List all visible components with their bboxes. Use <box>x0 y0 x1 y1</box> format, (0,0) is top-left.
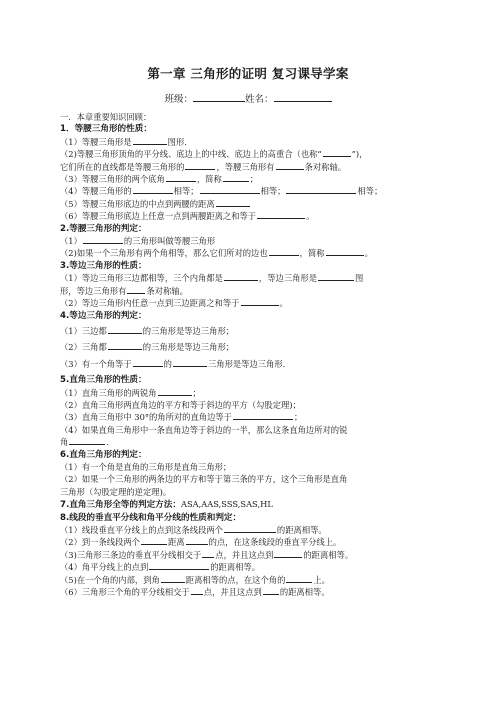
blank[interactable] <box>133 185 173 194</box>
s1-item-2: （2)等腰三角形顶角的平分线、底边上的中线、底边上的高重合（也称“ ”)， <box>60 149 368 160</box>
blank[interactable] <box>223 173 249 182</box>
s3-item-2: （2）等边三角形内任意一点到三边距离之和等于 。 <box>60 298 288 309</box>
blank[interactable] <box>224 524 276 533</box>
blank[interactable] <box>224 272 258 281</box>
page-title: 第一章 三角形的证明 复习课导学案 <box>147 66 349 81</box>
blank[interactable] <box>263 586 279 595</box>
name-blank[interactable] <box>274 92 332 102</box>
blank[interactable] <box>173 358 207 367</box>
s8-item-4: （4）角平分线上的点到 的距离相等。 <box>60 562 261 573</box>
blank[interactable] <box>141 536 167 545</box>
blank[interactable] <box>257 210 305 219</box>
s1-item-5: （5）等腰三角形底边的中点到两腰的距离 <box>60 198 436 210</box>
section-3-heading: 3.等边三角形的性质： <box>60 260 147 271</box>
blank[interactable] <box>83 235 123 244</box>
class-blank[interactable] <box>193 92 245 102</box>
class-label: 班级： <box>164 94 193 105</box>
s1-item-6: （6）等腰三角形底边上任意一点到两腰距离之和等于 。 <box>60 211 315 222</box>
s3-item-1-cont: 形，等边三角形有 条对称轴。 <box>60 285 188 296</box>
s8-item-1: （1）线段垂直平分线上的点到这条线段两个 的距离相等。 <box>60 525 327 535</box>
s8-item-6: （6）三角形三个角的平分线相交于 点，并且这点到 的距离相等。 <box>60 587 330 598</box>
s1-item-2-cont: 它们所在的直线都是等腰三角形的 ，等腰三角形有 条对称轴。 <box>60 161 347 172</box>
blank[interactable] <box>191 586 203 595</box>
s5-item-2: （2）直角三角形两直角边的平方和等于斜边的平方（勾股定理)； <box>60 399 301 410</box>
blank[interactable] <box>241 297 279 306</box>
blank[interactable] <box>202 549 214 558</box>
section-5-heading: 5.直角三角形的性质： <box>60 375 147 386</box>
s8-item-2: （2）到一条线段两个 距离 的点，在这条线段的垂直平分线上。 <box>60 537 342 548</box>
s5-item-1: （1）直角三角形的两锐角 ； <box>60 387 201 398</box>
blank[interactable] <box>286 185 356 194</box>
s5-item-4-cont: 角 . <box>60 437 109 448</box>
blank[interactable] <box>216 198 250 207</box>
section-4-heading: 4.等边三角形的判定： <box>60 310 147 321</box>
s6-item-1: （1）有一个角是直角的三角形是直角三角形； <box>60 461 232 472</box>
knowledge-review <box>60 111 436 598</box>
congruence-methods: ASA,AAS,SSS,SAS,HL <box>180 499 273 510</box>
section-8-heading: 8.线段的垂直平分线和角平分线的性质和判定： <box>60 512 242 523</box>
section-2-heading: 2.等腰三角形的判定： <box>60 223 147 234</box>
name-label: 姓名： <box>245 94 274 105</box>
intro-heading: 一．本章重要知识回顾： <box>60 112 152 122</box>
blank[interactable] <box>149 561 209 570</box>
s1-item-1: （1）等腰三角形是 图形. <box>60 136 187 147</box>
s5-item-4: （4）如果直角三角形中一条直角边等于斜边的一半，那么这条直角边所对的锐 <box>60 424 348 435</box>
blank[interactable] <box>161 574 185 583</box>
blank[interactable] <box>269 247 299 256</box>
s6-item-2: （2）如果一个三角形的两条边的平方和等于第三条的平方，这个三角形是直角 <box>60 474 348 485</box>
blank[interactable] <box>69 436 105 445</box>
blank[interactable] <box>286 574 312 583</box>
blank[interactable] <box>318 272 354 281</box>
blank[interactable] <box>326 247 364 256</box>
class-name-line <box>0 91 496 105</box>
s4-item-1: （1）三边都 的三角形是等边三角形； <box>60 325 235 336</box>
section-7-heading: 7.直角三角形全等的判定方法： <box>60 500 181 511</box>
s3-item-1: （1）等边三角形三边都相等，三个内角都是 ，等边三角形是 图 <box>60 273 364 284</box>
section-1-heading: 1．等腰三角形的性质： <box>60 124 152 135</box>
s4-item-2: （2）三角都 的三角形是等边三角形； <box>60 342 235 353</box>
s2-item-2: （2)如果一个三角形有两个角相等，那么它们所对的边也 ，简称 。 <box>60 248 373 259</box>
s5-item-3: （3）直角三角形中 30°的角所对的直角边等于 ； <box>60 412 303 423</box>
blank[interactable] <box>133 358 163 367</box>
blank[interactable] <box>233 411 293 420</box>
section-6-heading: 6.直角三角形的判定： <box>60 449 147 460</box>
blank[interactable] <box>274 549 302 558</box>
s1-item-4: （4）等腰三角形的 相等； 相等； 相等； <box>60 186 383 197</box>
blank[interactable] <box>127 285 145 294</box>
s4-item-3: （3）有一个角等于 的 三角形是等边三角形. <box>60 358 286 369</box>
blank[interactable] <box>276 161 304 170</box>
blank[interactable] <box>185 161 215 170</box>
s8-item-5: （5)在一个角的内部，到角 距离相等的点，在这个角的 上。 <box>60 574 330 585</box>
blank[interactable] <box>108 341 142 350</box>
blank[interactable] <box>200 185 260 194</box>
blank[interactable] <box>166 173 196 182</box>
s2-item-1: （1） 的三角形叫做等腰三角形 <box>60 236 216 247</box>
s8-item-3: （3)三角形三条边的垂直平分线相交于 点，并且这点到 的距离相等。 <box>60 549 354 560</box>
s6-item-2-cont: 三角形（勾股定理的逆定理)。 <box>60 486 172 497</box>
blank[interactable] <box>323 148 351 157</box>
section-7 <box>60 498 436 511</box>
blank[interactable] <box>158 387 192 396</box>
blank[interactable] <box>133 136 167 145</box>
blank[interactable] <box>108 325 142 334</box>
s1-item-3: （3）等腰三角形的两个底角 ，简称 ； <box>60 174 259 185</box>
blank[interactable] <box>186 536 208 545</box>
